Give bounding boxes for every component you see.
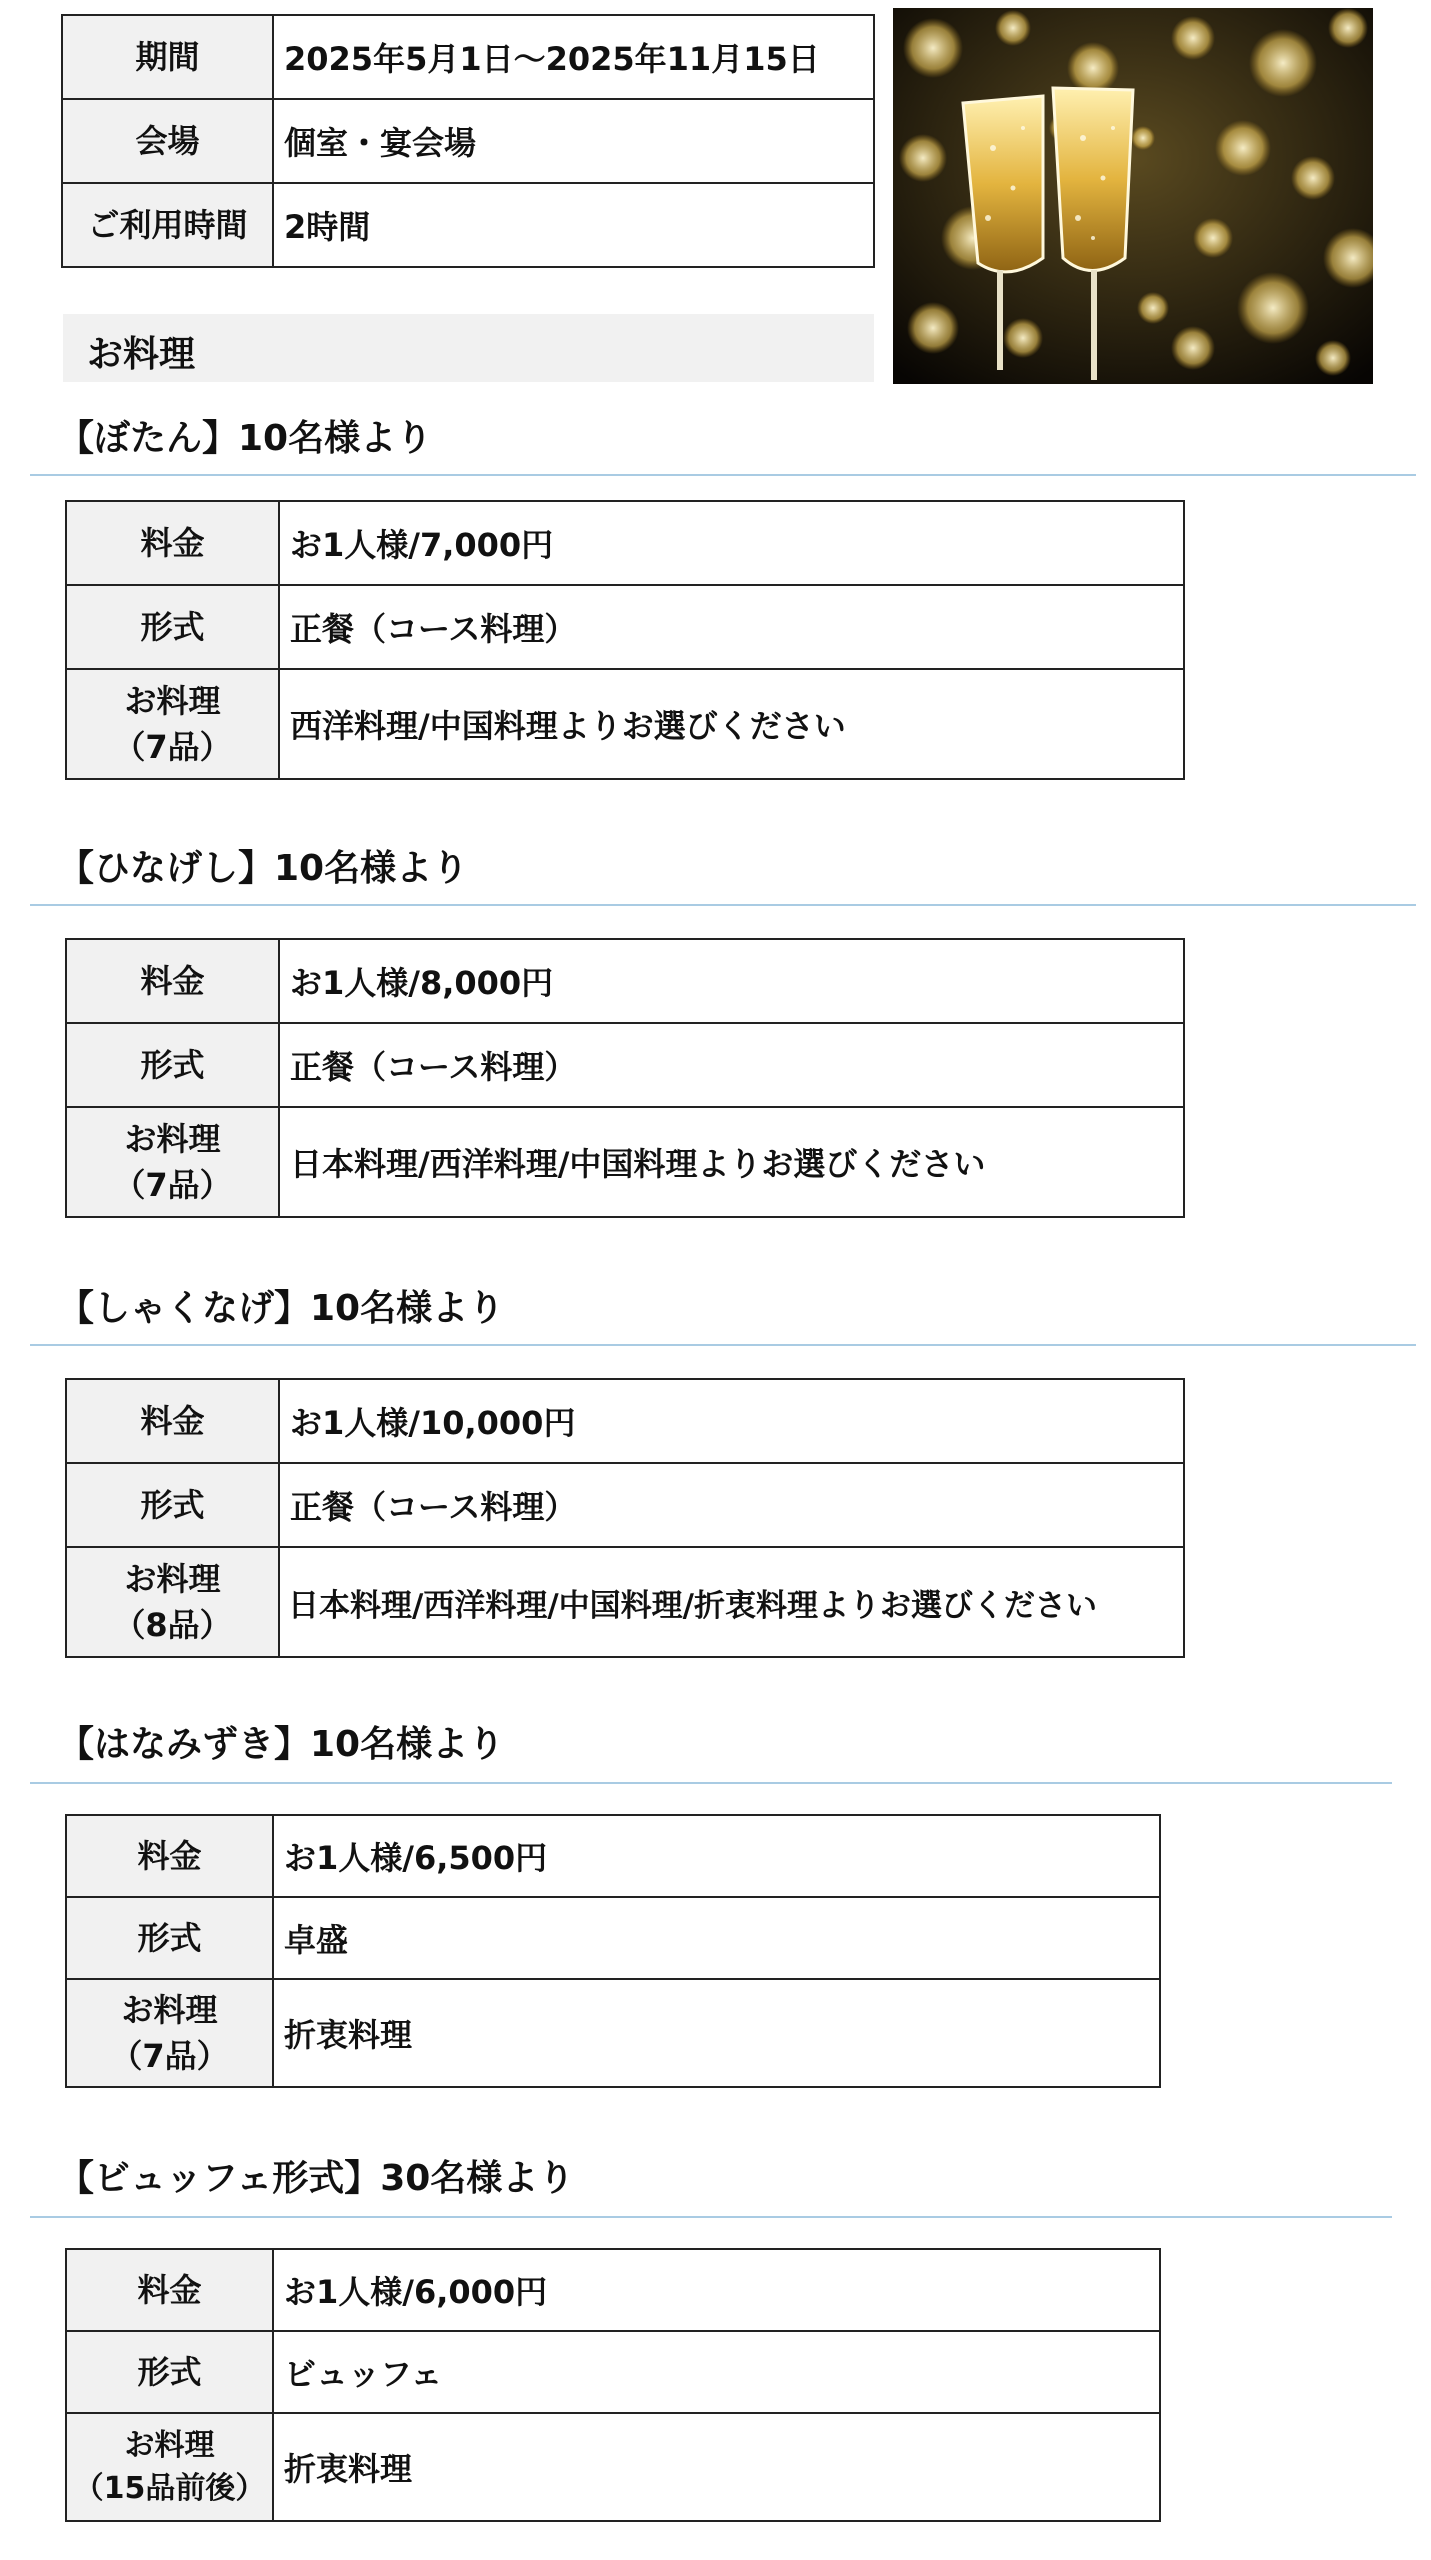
plan-divider bbox=[30, 1344, 1416, 1346]
plan-row-cuisine bbox=[66, 669, 1184, 779]
row-value: お1人様/8,000円 bbox=[279, 939, 1184, 1023]
row-label: 形式 bbox=[66, 585, 279, 669]
row-label: 料金 bbox=[66, 1815, 273, 1897]
plan-title: 【しゃくなげ】10名様より bbox=[58, 1288, 505, 1329]
row-label bbox=[66, 1107, 279, 1217]
row-label: 料金 bbox=[66, 1379, 279, 1463]
champagne-glasses-photo bbox=[893, 8, 1373, 384]
row-value: 卓盛 bbox=[273, 1897, 1160, 1979]
row-label: 形式 bbox=[66, 1897, 273, 1979]
plan-table bbox=[65, 1814, 1161, 2088]
plan-table bbox=[65, 1378, 1185, 1658]
row-value: お1人様/10,000円 bbox=[279, 1379, 1184, 1463]
row-label bbox=[66, 1979, 273, 2087]
plan-row-style bbox=[66, 1463, 1184, 1547]
overview-label: ご利用時間 bbox=[62, 183, 273, 267]
row-label bbox=[66, 2413, 273, 2521]
cuisine-section-heading bbox=[63, 314, 874, 382]
row-value: 折衷料理 bbox=[273, 2413, 1160, 2521]
row-label-sub: （7品） bbox=[110, 2037, 229, 2075]
row-value: お1人様/6,000円 bbox=[273, 2249, 1160, 2331]
row-label: 料金 bbox=[66, 501, 279, 585]
plan-row-cuisine bbox=[66, 1107, 1184, 1217]
plan-title: 【ひなげし】10名様より bbox=[58, 848, 469, 889]
overview-row-period bbox=[62, 15, 874, 99]
plan-row-price bbox=[66, 501, 1184, 585]
row-value: ビュッフェ bbox=[273, 2331, 1160, 2413]
plan-divider bbox=[30, 2216, 1392, 2218]
overview-label: 期間 bbox=[62, 15, 273, 99]
row-label bbox=[66, 669, 279, 779]
row-value: 正餐（コース料理） bbox=[279, 1023, 1184, 1107]
plan-divider bbox=[30, 474, 1416, 476]
overview-value: 2時間 bbox=[273, 183, 874, 267]
plan-row-cuisine bbox=[66, 1547, 1184, 1657]
cuisine-heading-text: お料理 bbox=[87, 334, 196, 375]
overview-value: 個室・宴会場 bbox=[273, 99, 874, 183]
champagne-glasses-icon bbox=[893, 8, 1373, 384]
plan-row-price bbox=[66, 2249, 1160, 2331]
row-label bbox=[66, 1547, 279, 1657]
row-value: お1人様/6,500円 bbox=[273, 1815, 1160, 1897]
plan-row-style bbox=[66, 585, 1184, 669]
overview-row-duration bbox=[62, 183, 874, 267]
row-label: 料金 bbox=[66, 939, 279, 1023]
row-label: 形式 bbox=[66, 1023, 279, 1107]
plan-row-style bbox=[66, 2331, 1160, 2413]
row-label-main: お料理 bbox=[121, 1990, 218, 2029]
row-label: 形式 bbox=[66, 2331, 273, 2413]
plan-table bbox=[65, 500, 1185, 780]
plan-divider bbox=[30, 904, 1416, 906]
plan-row-style bbox=[66, 1897, 1160, 1979]
plan-title: 【ビュッフェ形式】30名様より bbox=[58, 2158, 575, 2199]
row-value: 折衷料理 bbox=[273, 1979, 1160, 2087]
plan-title: 【はなみずき】10名様より bbox=[58, 1724, 505, 1765]
row-label-main: お料理 bbox=[124, 2427, 215, 2463]
plan-title: 【ぼたん】10名様より bbox=[58, 418, 433, 459]
plan-table bbox=[65, 2248, 1161, 2522]
overview-row-venue bbox=[62, 99, 874, 183]
plan-table bbox=[65, 938, 1185, 1218]
plan-row-price bbox=[66, 939, 1184, 1023]
plan-row-cuisine bbox=[66, 1979, 1160, 2087]
plan-row-price bbox=[66, 1379, 1184, 1463]
row-label-main: お料理 bbox=[124, 1119, 221, 1158]
row-value: お1人様/7,000円 bbox=[279, 501, 1184, 585]
row-label: 料金 bbox=[66, 2249, 273, 2331]
row-label-sub: （7品） bbox=[113, 728, 232, 766]
row-value: 正餐（コース料理） bbox=[279, 585, 1184, 669]
row-label: 形式 bbox=[66, 1463, 279, 1547]
plan-row-cuisine bbox=[66, 2413, 1160, 2521]
overview-label: 会場 bbox=[62, 99, 273, 183]
overview-table bbox=[61, 14, 875, 268]
plan-row-style bbox=[66, 1023, 1184, 1107]
overview-value: 2025年5月1日～2025年11月15日 bbox=[273, 15, 874, 99]
row-label-sub: （15品前後） bbox=[73, 2471, 266, 2506]
row-value: 正餐（コース料理） bbox=[279, 1463, 1184, 1547]
row-label-sub: （7品） bbox=[113, 1166, 232, 1204]
row-label-main: お料理 bbox=[124, 681, 221, 720]
plan-row-price bbox=[66, 1815, 1160, 1897]
row-value: 日本料理/西洋料理/中国料理よりお選びください bbox=[279, 1107, 1184, 1217]
row-value: 日本料理/西洋料理/中国料理/折衷料理よりお選びください bbox=[279, 1547, 1184, 1657]
row-value: 西洋料理/中国料理よりお選びください bbox=[279, 669, 1184, 779]
row-label-main: お料理 bbox=[124, 1559, 221, 1598]
plan-divider bbox=[30, 1782, 1392, 1784]
row-label-sub: （8品） bbox=[113, 1606, 232, 1644]
